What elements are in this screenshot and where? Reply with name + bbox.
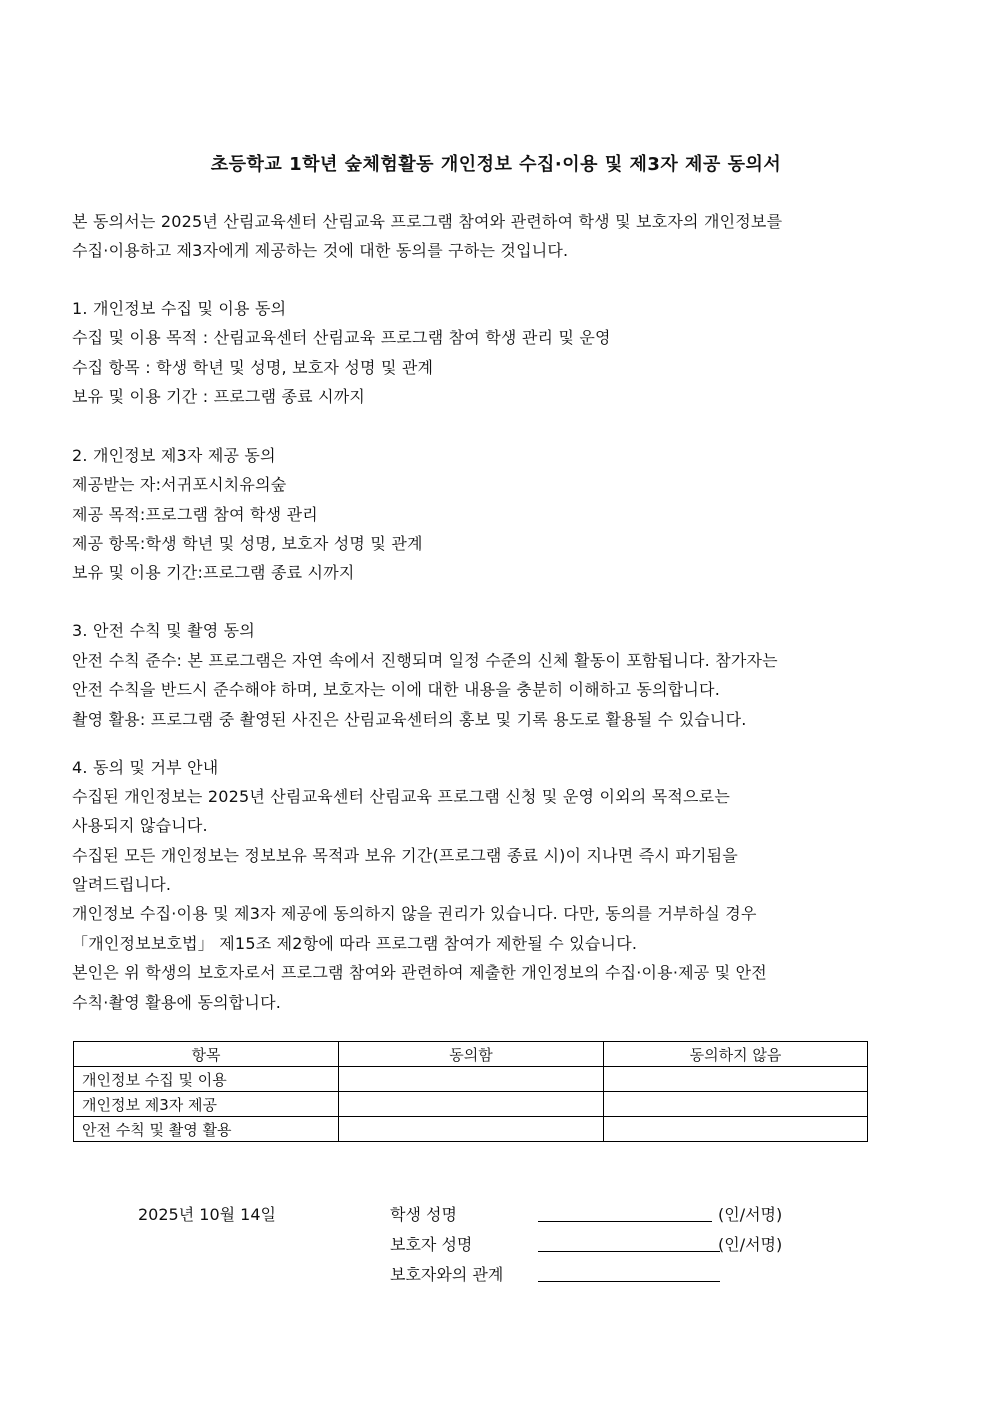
disagree-checkbox-cell[interactable] <box>604 1092 868 1117</box>
section3-heading: 3. 안전 수칙 및 촬영 동의 <box>72 621 255 640</box>
student-name-label: 학생 성명 <box>390 1205 457 1224</box>
section4-line: 수집된 모든 개인정보는 정보보유 목적과 보유 기간(프로그램 종료 시)이 지나면 즉시 파기됨을 <box>72 846 738 865</box>
intro-line-1: 본 동의서는 2025년 산림교육센터 산림교육 프로그램 참여와 관련하여 학생 및 보호자의 개인정보를 <box>72 212 783 231</box>
section4-line: 알려드립니다. <box>72 875 172 894</box>
section2-line: 제공받는 자:서귀포시치유의숲 <box>72 475 287 494</box>
student-name-field[interactable] <box>538 1221 712 1222</box>
section1-line: 수집 항목 : 학생 학년 및 성명, 보호자 성명 및 관계 <box>72 358 434 377</box>
document-title: 초등학교 1학년 숲체험활동 개인정보 수집·이용 및 제3자 제공 동의서 <box>210 154 782 175</box>
section2-line: 제공 목적:프로그램 참여 학생 관리 <box>72 505 318 524</box>
guardian-name-field[interactable] <box>538 1251 720 1252</box>
relation-label: 보호자와의 관계 <box>390 1265 504 1284</box>
section3-line: 안전 수칙을 반드시 준수해야 하며, 보호자는 이에 대한 내용을 충분히 이해하고 동의합니다. <box>72 680 720 699</box>
section1-line: 수집 및 이용 목적 : 산림교육센터 산림교육 프로그램 참여 학생 관리 및 운영 <box>72 328 611 347</box>
column-header-item: 항목 <box>74 1042 339 1067</box>
student-seal-note: (인/서명) <box>718 1205 783 1224</box>
consent-table <box>73 1041 868 1142</box>
column-header-disagree: 동의하지 않음 <box>604 1042 868 1067</box>
guardian-name-label: 보호자 성명 <box>390 1235 473 1254</box>
agree-checkbox-cell[interactable] <box>339 1067 604 1092</box>
row-item-label: 개인정보 수집 및 이용 <box>74 1067 339 1092</box>
section3-line: 안전 수칙 준수: 본 프로그램은 자연 속에서 진행되며 일정 수준의 신체 활동이 포함됩니다. 참가자는 <box>72 651 778 670</box>
section4-line: 사용되지 않습니다. <box>72 816 208 835</box>
section2-line: 제공 항목:학생 학년 및 성명, 보호자 성명 및 관계 <box>72 534 423 553</box>
agree-checkbox-cell[interactable] <box>339 1117 604 1142</box>
section3-line: 촬영 활용: 프로그램 중 촬영된 사진은 산림교육센터의 홍보 및 기록 용도로 활용될 수 있습니다. <box>72 710 747 729</box>
signature-date: 2025년 10월 14일 <box>138 1205 276 1224</box>
disagree-checkbox-cell[interactable] <box>604 1067 868 1092</box>
section4-line: 수집된 개인정보는 2025년 산림교육센터 산림교육 프로그램 신청 및 운영 이외의 목적으로는 <box>72 787 730 806</box>
agree-checkbox-cell[interactable] <box>339 1092 604 1117</box>
table-row <box>74 1117 868 1142</box>
disagree-checkbox-cell[interactable] <box>604 1117 868 1142</box>
section2-line: 보유 및 이용 기간:프로그램 종료 시까지 <box>72 563 355 582</box>
section1-line: 보유 및 이용 기간 : 프로그램 종료 시까지 <box>72 387 366 406</box>
section4-line: 「개인정보보호법」 제15조 제2항에 따라 프로그램 참여가 제한될 수 있습니다. <box>72 934 638 953</box>
table-row <box>74 1067 868 1092</box>
row-item-label: 개인정보 제3자 제공 <box>74 1092 339 1117</box>
section2-heading: 2. 개인정보 제3자 제공 동의 <box>72 446 276 465</box>
section4-line: 개인정보 수집·이용 및 제3자 제공에 동의하지 않을 권리가 있습니다. 다만, 동의를 거부하실 경우 <box>72 904 757 923</box>
intro-line-2: 수집·이용하고 제3자에게 제공하는 것에 대한 동의를 구하는 것입니다. <box>72 241 569 260</box>
table-header-row <box>74 1042 868 1067</box>
section1-heading: 1. 개인정보 수집 및 이용 동의 <box>72 299 287 318</box>
column-header-agree: 동의함 <box>339 1042 604 1067</box>
row-item-label: 안전 수칙 및 촬영 활용 <box>74 1117 339 1142</box>
relation-field[interactable] <box>538 1281 720 1282</box>
section4-line: 수칙·촬영 활용에 동의합니다. <box>72 993 282 1012</box>
guardian-seal-note: (인/서명) <box>718 1235 783 1254</box>
section4-heading: 4. 동의 및 거부 안내 <box>72 758 219 777</box>
section4-line: 본인은 위 학생의 보호자로서 프로그램 참여와 관련하여 제출한 개인정보의 수집·이용·제공 및 안전 <box>72 963 767 982</box>
table-row <box>74 1092 868 1117</box>
